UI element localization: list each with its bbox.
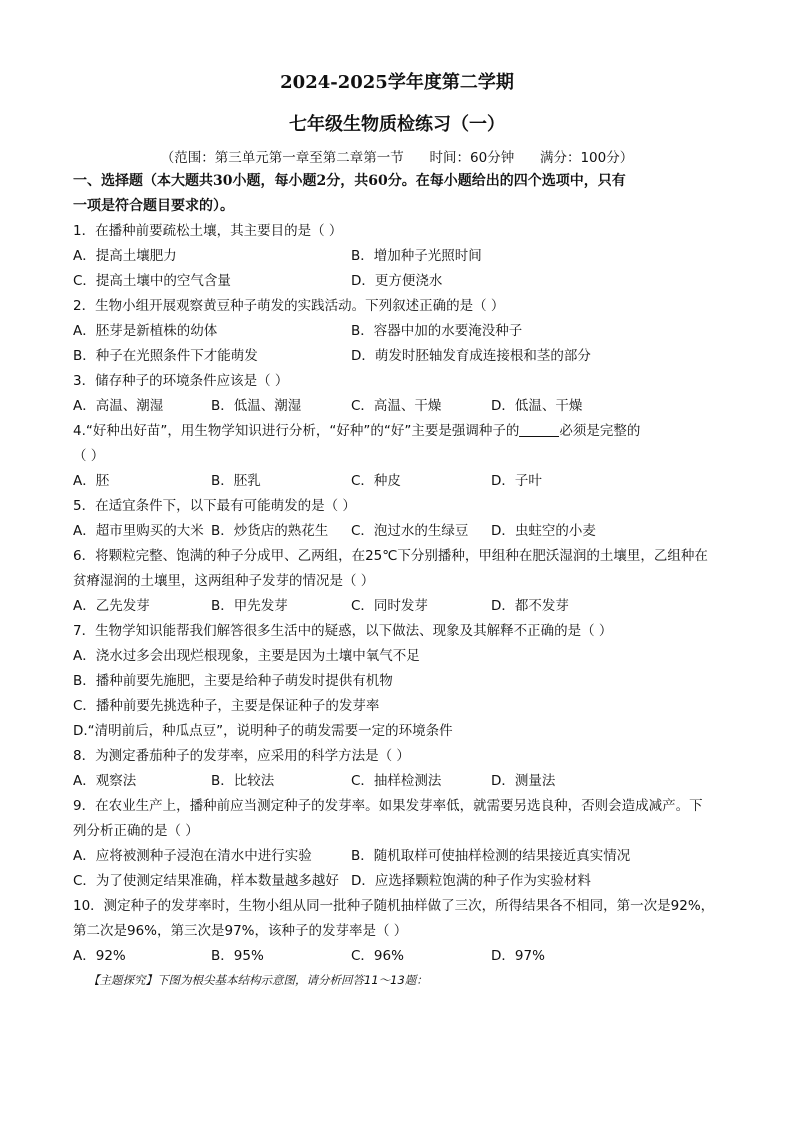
question-6-stem-line2: 贫瘠湿润的土壤里，这两组种子发芽的情况是（ ） bbox=[73, 573, 375, 589]
question-7-option-a: A．浇水过多会出现烂根现象，主要是因为土壤中氧气不足 bbox=[73, 648, 420, 664]
question-4-options bbox=[73, 470, 733, 492]
question-10-option-c: C．96% bbox=[351, 948, 404, 964]
question-4-stem-line2: （ ） bbox=[73, 448, 105, 464]
question-4-option-b: B．胚乳 bbox=[211, 473, 261, 489]
question-2-options-row2 bbox=[73, 345, 733, 367]
question-4-option-a: A．胚 bbox=[73, 473, 110, 489]
question-5-option-c: C．泡过水的生绿豆 bbox=[351, 523, 469, 539]
answer-blank bbox=[519, 422, 559, 437]
question-6-option-a: A．乙先发芽 bbox=[73, 598, 150, 614]
question-1-options-row2 bbox=[73, 270, 733, 292]
question-1-stem: 1．在播种前要疏松土壤，其主要目的是（ ） bbox=[73, 223, 343, 239]
question-10-option-d: D．97% bbox=[491, 948, 545, 964]
question-9-option-a: A．应将被测种子浸泡在清水中进行实验 bbox=[73, 848, 312, 864]
question-5-option-b: B．炒货店的熟花生 bbox=[211, 523, 329, 539]
question-4-stem-end: 必须是完整的 bbox=[559, 423, 641, 439]
question-9-option-d: D．应选择颗粒饱满的种子作为实验材料 bbox=[351, 873, 591, 889]
question-5-option-a: A．超市里购买的大米 bbox=[73, 523, 204, 539]
year-title: 2024-2025学年度第二学期 bbox=[280, 72, 514, 93]
question-3-option-b: B．低温、潮湿 bbox=[211, 398, 302, 414]
question-4-stem bbox=[73, 420, 734, 442]
question-1-options-row1 bbox=[73, 245, 733, 267]
question-9-option-b: B．随机取样可使抽样检测的结果接近真实情况 bbox=[351, 848, 631, 864]
question-5-options bbox=[73, 520, 733, 542]
question-5-stem: 5．在适宜条件下，以下最有可能萌发的是（ ） bbox=[73, 498, 356, 514]
question-8-option-a: A．观察法 bbox=[73, 773, 137, 789]
exam-scope: （范围：第三单元第一章至第二章第一节 时间：60分钟 满分：100分） bbox=[160, 150, 634, 166]
question-10-option-b: B．95% bbox=[211, 948, 264, 964]
question-2-option-c: B．种子在光照条件下才能萌发 bbox=[73, 348, 258, 364]
section-heading-line2: 一项是符合题目要求的）。 bbox=[73, 198, 234, 214]
question-1-option-c: C．提高土壤中的空气含量 bbox=[73, 273, 231, 289]
question-9-options-row2 bbox=[73, 870, 733, 892]
question-10-stem-line2: 第二次是96%，第三次是97%，该种子的发芽率是（ ） bbox=[73, 923, 408, 939]
question-5-option-d: D．虫蛀空的小麦 bbox=[491, 523, 596, 539]
question-1-option-b: B．增加种子光照时间 bbox=[351, 248, 482, 264]
exam-title: 七年级生物质检练习（一） bbox=[289, 114, 505, 135]
question-8-option-b: B．比较法 bbox=[211, 773, 275, 789]
question-10-option-a: A．92% bbox=[73, 948, 126, 964]
question-4-option-d: D．子叶 bbox=[491, 473, 542, 489]
question-2-option-b: B．容器中加的水要淹没种子 bbox=[351, 323, 523, 339]
question-7-stem: 7．生物学知识能帮我们解答很多生活中的疑惑，以下做法、现象及其解释不正确的是（ ） bbox=[73, 623, 613, 639]
question-3-option-d: D．低温、干燥 bbox=[491, 398, 583, 414]
question-1-option-d: D．更方便浇水 bbox=[351, 273, 443, 289]
question-6-option-c: C．同时发芽 bbox=[351, 598, 428, 614]
question-9-stem-line2: 列分析正确的是（ ） bbox=[73, 823, 199, 839]
question-7-option-b: B．播种前要先施肥，主要是给种子萌发时提供有机物 bbox=[73, 673, 393, 689]
question-2-option-a: A．胚芽是新植株的幼体 bbox=[73, 323, 218, 339]
question-6-stem: 6．将颗粒完整、饱满的种子分成甲、乙两组，在25℃下分别播种，甲组种在肥沃湿润的土壤里，乙组种在 bbox=[73, 548, 708, 564]
question-9-options-row1 bbox=[73, 845, 733, 867]
question-2-option-d: D．萌发时胚轴发育成连接根和茎的部分 bbox=[351, 348, 591, 364]
question-8-option-c: C．抽样检测法 bbox=[351, 773, 442, 789]
question-3-option-c: C．高温、干燥 bbox=[351, 398, 442, 414]
question-10-stem: 10．测定种子的发芽率时，生物小组从同一批种子随机抽样做了三次，所得结果各不相同，第一次是92%， bbox=[73, 898, 715, 914]
question-4-stem-start: 4.“好种出好苗”，用生物学知识进行分析，“好种”的“好”主要是强调种子的 bbox=[73, 423, 520, 439]
question-2-options-row1 bbox=[73, 320, 733, 342]
question-7-option-d: D.“清明前后，种瓜点豆”，说明种子的萌发需要一定的环境条件 bbox=[73, 723, 453, 739]
question-7-option-c: C．播种前要先挑选种子，主要是保证种子的发芽率 bbox=[73, 698, 380, 714]
question-8-stem: 8．为测定番茄种子的发芽率，应采用的科学方法是（ ） bbox=[73, 748, 410, 764]
section-heading-line1: 一、选择题（本大题共30小题，每小题2分，共60分。在每小题给出的四个选项中，只有 bbox=[73, 173, 626, 189]
theme-inquiry-note: 【主题探究】下图为根尖基本结构示意图，请分析回答11～13题： bbox=[88, 973, 428, 987]
question-9-stem: 9．在农业生产上，播种前应当测定种子的发芽率。如果发芽率低，就需要另选良种，否则会造成减产。下 bbox=[73, 798, 703, 814]
question-3-option-a: A．高温、潮湿 bbox=[73, 398, 164, 414]
question-3-stem: 3．储存种子的环境条件应该是（ ） bbox=[73, 373, 289, 389]
question-6-option-b: B．甲先发芽 bbox=[211, 598, 288, 614]
question-3-options bbox=[73, 395, 733, 417]
question-6-options bbox=[73, 595, 733, 617]
question-10-options bbox=[73, 945, 733, 967]
question-1-option-a: A．提高土壤肥力 bbox=[73, 248, 177, 264]
question-2-stem: 2．生物小组开展观察黄豆种子萌发的实践活动。下列叙述正确的是（ ） bbox=[73, 298, 505, 314]
question-8-options bbox=[73, 770, 733, 792]
question-4-option-c: C．种皮 bbox=[351, 473, 401, 489]
question-8-option-d: D．测量法 bbox=[491, 773, 556, 789]
question-9-option-c: C．为了使测定结果准确，样本数量越多越好 bbox=[73, 873, 339, 889]
question-6-option-d: D．都不发芽 bbox=[491, 598, 569, 614]
